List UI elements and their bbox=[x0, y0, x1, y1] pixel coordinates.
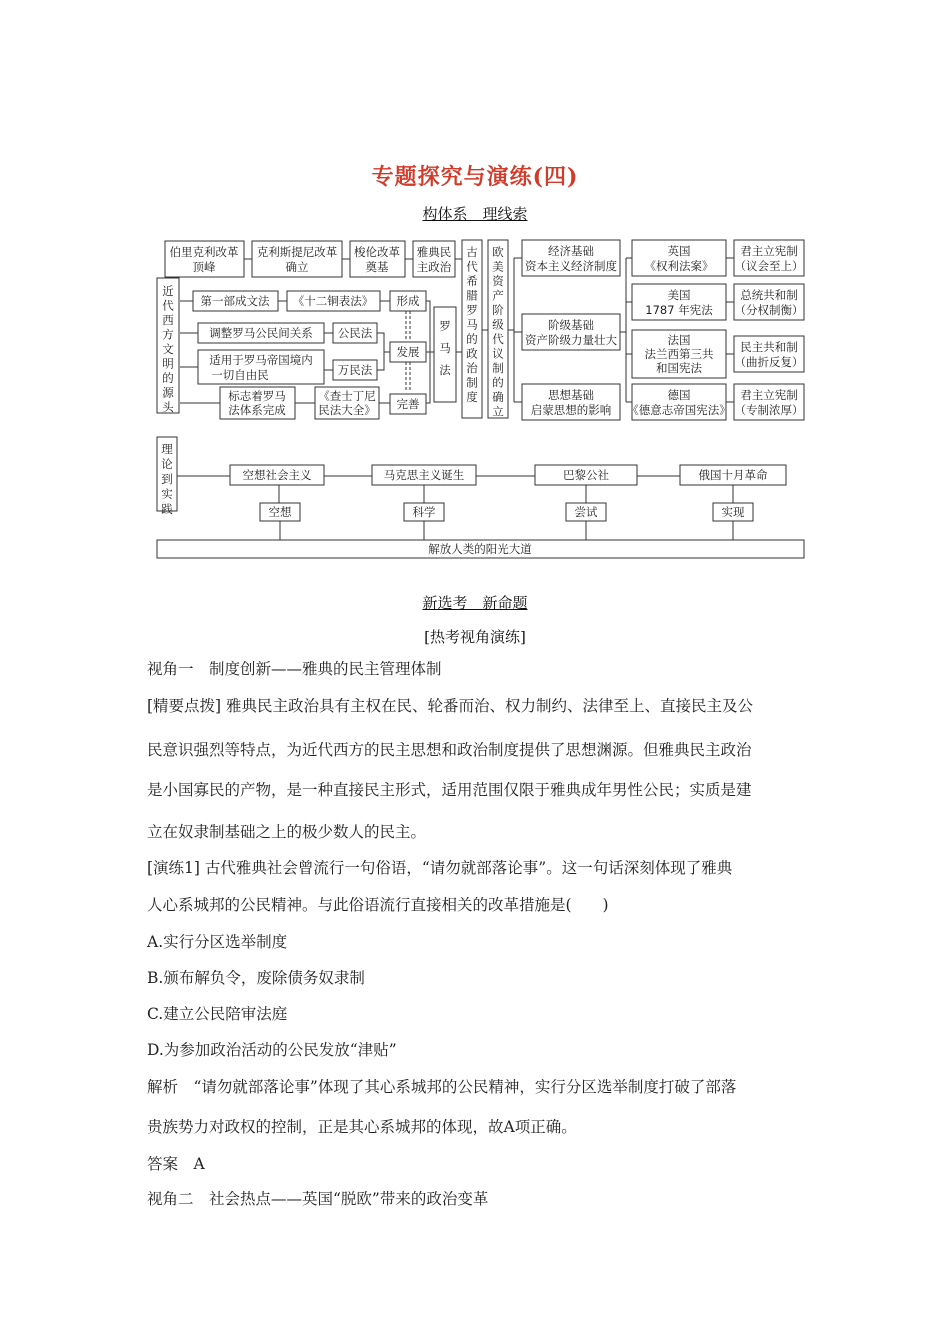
greece-rome-char: 政 bbox=[466, 346, 478, 361]
analysis-line-1: 解析 “请勿就部落论事”体现了其心系城邦的公民精神，实行分区选举制度打破了部落 bbox=[147, 1078, 737, 1096]
theory-char: 理 bbox=[161, 442, 173, 456]
stage-form: 形成 bbox=[396, 294, 420, 308]
greece-rome-char: 古 bbox=[466, 245, 478, 259]
stage-4: 实现 bbox=[721, 505, 745, 519]
tip-line-2: 民意识强烈等特点，为近代西方的民主思想和政治制度提供了思想渊源。但雅典民主政治 bbox=[147, 741, 752, 759]
country-de-a: 德国 bbox=[667, 388, 691, 402]
europe-us-char: 代 bbox=[492, 332, 504, 346]
system-1a: 君主立宪制 bbox=[740, 244, 798, 258]
bottom-road: 解放人类的阳光大道 bbox=[428, 542, 532, 556]
europe-us-char: 美 bbox=[492, 259, 504, 274]
system-3a: 民主共和制 bbox=[740, 340, 798, 354]
law-item-7b: 法体系完成 bbox=[228, 403, 286, 417]
section-heading-system: 构体系 理线索 bbox=[422, 205, 528, 223]
roman-law-char: 罗 bbox=[439, 319, 451, 333]
athens-line1: 雅典民 bbox=[416, 245, 452, 259]
europe-us-char: 级 bbox=[492, 317, 504, 332]
law-item-7a: 标志着罗马 bbox=[228, 389, 286, 403]
event-1: 空想社会主义 bbox=[242, 468, 312, 482]
tip-line-4: 立在奴隶制基础之上的极少数人的民主。 bbox=[147, 823, 427, 841]
country-fr-a: 法国 bbox=[667, 333, 691, 347]
section-subheading: [热考视角演练] bbox=[424, 628, 526, 646]
theory-char: 论 bbox=[161, 457, 173, 471]
exercise-line-1: [演练1] 古代雅典社会曾流行一句俗语，“请勿就部落论事”。这一句话深刻体现了雅典 bbox=[147, 859, 733, 877]
theory-char: 践 bbox=[161, 502, 173, 516]
greece-rome-char: 腊 bbox=[466, 288, 478, 303]
country-fr-b: 法兰西第三共 bbox=[644, 347, 714, 361]
countries bbox=[620, 240, 731, 420]
angle1-title: 视角一 制度创新——雅典的民主管理体制 bbox=[147, 660, 442, 678]
country-uk-a: 英国 bbox=[667, 244, 691, 258]
law-item-8b: 民法大全》 bbox=[318, 403, 376, 417]
exercise-line-2: 人心系城邦的公民精神。与此俗语流行直接相关的改革措施是( ) bbox=[147, 896, 609, 914]
modern-west-char: 代 bbox=[162, 298, 174, 313]
country-us-b: 1787 年宪法 bbox=[645, 303, 713, 317]
country-de-b: 《德意志帝国宪法》 bbox=[627, 403, 731, 417]
greece-rome-char: 度 bbox=[466, 390, 478, 404]
knowledge-diagram bbox=[0, 0, 950, 570]
foundation-1a: 经济基础 bbox=[548, 244, 594, 258]
system-4a: 君主立宪制 bbox=[740, 388, 798, 402]
modern-west-char: 西 bbox=[162, 313, 174, 327]
foundation-3a: 思想基础 bbox=[548, 388, 594, 402]
modern-west-char: 源 bbox=[162, 385, 174, 400]
modern-west-char: 文 bbox=[162, 342, 174, 356]
foundations bbox=[508, 240, 620, 420]
greece-rome-char: 制 bbox=[466, 375, 478, 390]
analysis-line-2: 贵族势力对政权的控制，正是其心系城邦的体现，故A项正确。 bbox=[147, 1118, 577, 1136]
section-heading-exam: 新选考 新命题 bbox=[422, 594, 528, 612]
law-item-2: 《十二铜表法》 bbox=[292, 294, 374, 308]
tip-line-3: 是小国寡民的产物，是一种直接民主形式，适用范围仅限于雅典成年男性公民；实质是建 bbox=[147, 781, 752, 799]
event-4: 俄国十月革命 bbox=[698, 468, 768, 482]
athens-line2: 主政治 bbox=[416, 260, 452, 274]
greece-rome-char: 马 bbox=[466, 317, 478, 332]
pericles-line1: 伯里克利改革 bbox=[169, 245, 239, 259]
option-c: C.建立公民陪审法庭 bbox=[147, 1005, 288, 1023]
theory-char: 实 bbox=[161, 487, 173, 501]
systems bbox=[726, 240, 804, 420]
law-item-1: 第一部成文法 bbox=[200, 294, 270, 308]
angle2-title: 视角二 社会热点——英国“脱欧”带来的政治变革 bbox=[147, 1190, 489, 1208]
pericles-line2: 顶峰 bbox=[192, 260, 216, 274]
europe-us-char: 的 bbox=[492, 375, 504, 390]
cleisthenes-line1: 克利斯提尼改革 bbox=[256, 245, 338, 259]
cleisthenes-line2: 确立 bbox=[285, 260, 309, 274]
greece-rome-char: 的 bbox=[466, 332, 478, 346]
law-item-3: 调整罗马公民间关系 bbox=[209, 326, 313, 340]
europe-us-char: 阶 bbox=[492, 303, 504, 317]
modern-west-source-text bbox=[162, 284, 174, 414]
law-item-5a: 适用于罗马帝国境内 bbox=[209, 353, 313, 367]
greece-rome-char: 代 bbox=[466, 259, 478, 274]
solon-line1: 梭伦改革 bbox=[354, 245, 400, 259]
system-2b: （分权制衡） bbox=[734, 303, 804, 317]
option-b: B.颁布解负令，废除债务奴隶制 bbox=[147, 969, 365, 987]
system-3b: （曲折反复） bbox=[734, 355, 804, 369]
theory-char: 到 bbox=[161, 472, 173, 486]
foundation-2b: 资产阶级力量壮大 bbox=[525, 333, 617, 347]
option-d: D.为参加政治活动的公民发放“津贴” bbox=[147, 1041, 397, 1059]
europe-us-char: 制 bbox=[492, 361, 504, 375]
modern-west-char: 明 bbox=[162, 356, 174, 371]
page-title: 专题探究与演练(四) bbox=[371, 164, 579, 190]
country-fr-c: 和国宪法 bbox=[656, 361, 702, 375]
europe-us-text bbox=[492, 245, 504, 419]
roman-law-char: 马 bbox=[439, 341, 451, 355]
law-item-4: 公民法 bbox=[337, 326, 373, 340]
country-uk-b: 《权利法案》 bbox=[644, 259, 714, 273]
greece-rome-char: 治 bbox=[466, 361, 478, 375]
theory-practice bbox=[157, 437, 804, 558]
greece-rome-char: 罗 bbox=[466, 303, 478, 317]
law-item-8a: 《查士丁尼 bbox=[318, 389, 376, 403]
foundation-1b: 资本主义经济制度 bbox=[525, 259, 617, 273]
europe-us-char: 产 bbox=[492, 288, 504, 303]
stage-develop: 发展 bbox=[396, 345, 420, 359]
stage-2: 科学 bbox=[412, 505, 436, 519]
modern-west-char: 方 bbox=[162, 327, 174, 342]
system-2a: 总统共和制 bbox=[740, 288, 798, 302]
top-row-reforms bbox=[165, 241, 463, 277]
europe-us-char: 立 bbox=[492, 404, 504, 419]
tip-line-1: [精要点拨] 雅典民主政治具有主权在民、轮番而治、权力制约、法律至上、直接民主及公 bbox=[147, 697, 754, 715]
system-4b: （专制浓厚） bbox=[734, 403, 804, 417]
modern-west-char: 头 bbox=[162, 400, 174, 414]
country-us-a: 美国 bbox=[667, 288, 691, 302]
roman-law-text bbox=[439, 319, 451, 377]
modern-west-char: 近 bbox=[162, 284, 174, 298]
europe-us-char: 确 bbox=[492, 390, 504, 404]
option-a: A.实行分区选举制度 bbox=[147, 933, 288, 951]
greece-rome-text bbox=[466, 245, 478, 404]
europe-us-char: 资 bbox=[492, 274, 504, 288]
solon-line2: 奠基 bbox=[365, 260, 389, 274]
europe-us-char: 议 bbox=[492, 346, 504, 361]
foundation-3b: 启蒙思想的影响 bbox=[530, 403, 612, 417]
system-1b: （议会至上） bbox=[734, 259, 804, 273]
europe-us-char: 欧 bbox=[492, 245, 504, 259]
modern-west-char: 的 bbox=[162, 371, 174, 385]
foundation-2a: 阶级基础 bbox=[548, 318, 594, 332]
stage-complete: 完善 bbox=[396, 397, 420, 411]
event-2: 马克思主义诞生 bbox=[383, 468, 465, 482]
greece-rome-char: 希 bbox=[466, 274, 478, 288]
roman-law-char: 法 bbox=[439, 363, 451, 377]
stage-3: 尝试 bbox=[574, 505, 598, 519]
answer: 答案 A bbox=[147, 1155, 205, 1173]
law-item-5b: 一切自由民 bbox=[211, 368, 269, 382]
event-3: 巴黎公社 bbox=[563, 468, 609, 482]
law-item-6: 万民法 bbox=[337, 363, 373, 377]
stage-1: 空想 bbox=[268, 505, 292, 519]
